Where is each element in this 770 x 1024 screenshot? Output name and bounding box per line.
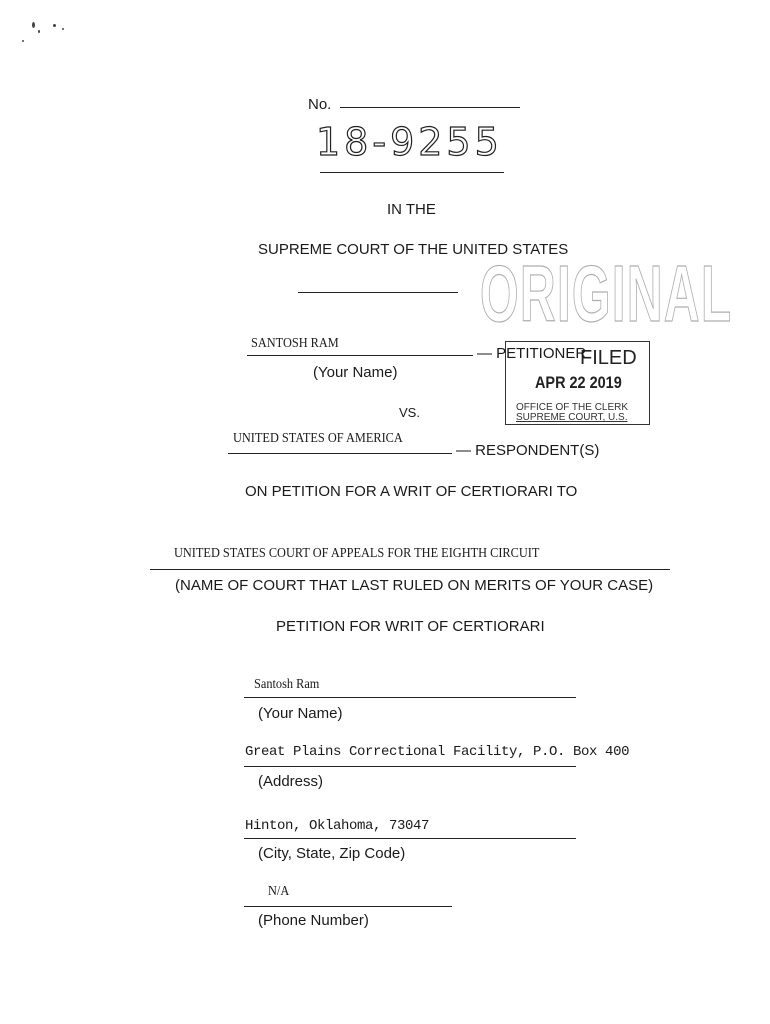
petitioner-name-label: (Your Name) (313, 364, 398, 381)
contact-address-label: (Address) (258, 773, 324, 790)
versus-text: VS. (399, 405, 420, 420)
in-the-text: IN THE (387, 201, 436, 218)
contact-name-label: (Your Name) (258, 705, 343, 722)
lower-court-name: UNITED STATES COURT OF APPEALS FOR THE EIGHTH CIRCUIT (174, 546, 540, 561)
petitioner-name: SANTOSH RAM (251, 336, 339, 351)
contact-phone: N/A (268, 884, 290, 899)
contact-address-line (244, 766, 576, 767)
caption-divider (298, 292, 458, 293)
document-title: PETITION FOR WRIT OF CERTIORARI (276, 618, 545, 635)
docket-no-line (340, 107, 520, 108)
contact-name: Santosh Ram (254, 677, 320, 692)
scan-speck (53, 24, 56, 27)
contact-phone-label: (Phone Number) (258, 912, 369, 929)
petitioner-line (247, 355, 473, 356)
scan-speck (22, 40, 24, 42)
contact-name-line (244, 697, 576, 698)
contact-city-line (244, 838, 576, 839)
respondent-line (228, 453, 452, 454)
clerk-office-line1: OFFICE OF THE CLERK (516, 402, 629, 413)
filed-date: APR 22 2019 (535, 373, 622, 392)
clerk-office-line2: SUPREME COURT, U.S. (516, 412, 628, 423)
scan-speck (32, 22, 35, 28)
contact-phone-line (244, 906, 452, 907)
docket-number: 18-9255 (316, 120, 503, 164)
lower-court-label: (NAME OF COURT THAT LAST RULED ON MERITS OF YOUR CASE) (175, 577, 654, 594)
lower-court-line (150, 569, 670, 570)
scan-speck (38, 30, 40, 33)
docket-underline (320, 172, 504, 173)
docket-no-label: No. (308, 96, 332, 113)
court-title: SUPREME COURT OF THE UNITED STATES (258, 241, 569, 258)
original-stamp: ORIGINAL (480, 249, 733, 338)
contact-city-state-zip: Hinton, Oklahoma, 73047 (245, 818, 430, 834)
contact-address: Great Plains Correctional Facility, P.O. Box 400 (245, 744, 630, 760)
contact-city-label: (City, State, Zip Code) (258, 845, 406, 862)
scan-speck (62, 28, 64, 30)
petitioner-role: — PETITIONER (477, 345, 587, 362)
filed-stamp-label: FILED (580, 347, 637, 369)
on-petition-text: ON PETITION FOR A WRIT OF CERTIORARI TO (245, 483, 578, 500)
respondent-name: UNITED STATES OF AMERICA (233, 431, 403, 446)
respondent-role: — RESPONDENT(S) (456, 442, 600, 459)
